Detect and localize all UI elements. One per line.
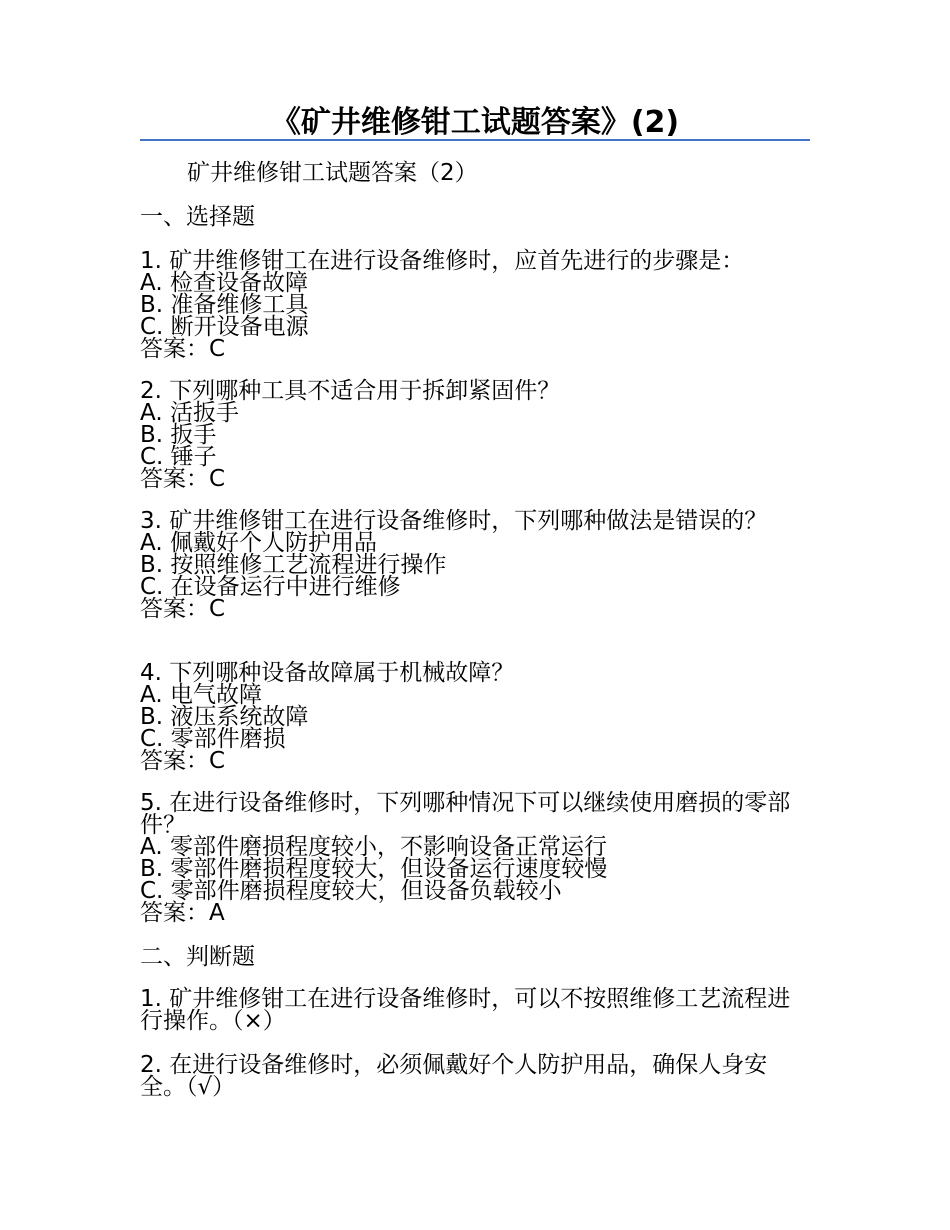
answer: 答案：A <box>140 900 225 926</box>
title-underline <box>140 139 810 141</box>
document-subtitle: 矿井维修钳工试题答案（2） <box>187 160 478 186</box>
option-b: B. 零部件磨损程度较大，但设备运行速度较慢 <box>140 856 608 882</box>
answer: 答案：C <box>140 596 226 622</box>
question-text: 1. 矿井维修钳工在进行设备维修时，应首先进行的步骤是： <box>140 248 745 274</box>
option-c: C. 零部件磨损 <box>140 726 286 752</box>
question-1 <box>140 250 800 360</box>
question-3 <box>140 510 800 620</box>
judgment-item-1: 1. 矿井维修钳工在进行设备维修时，可以不按照维修工艺流程进行操作。（×） <box>140 986 791 1034</box>
section-heading-choice: 一、选择题 <box>140 204 255 230</box>
question-text: 2. 下列哪种工具不适合用于拆卸紧固件？ <box>140 378 561 404</box>
answer: 答案：C <box>140 336 226 362</box>
option-b: B. 按照维修工艺流程进行操作 <box>140 552 447 578</box>
option-a: A. 电气故障 <box>140 682 262 708</box>
question-text: 5. 在进行设备维修时，下列哪种情况下可以继续使用磨损的零部件？ <box>140 790 791 838</box>
section-heading-judgment: 二、判断题 <box>140 944 255 970</box>
option-c: C. 在设备运行中进行维修 <box>140 574 401 600</box>
question-text: 4. 下列哪种设备故障属于机械故障？ <box>140 660 515 686</box>
answer: 答案：C <box>140 748 226 774</box>
document-title: 《矿井维修钳工试题答案》(2) <box>270 105 680 140</box>
option-a: A. 佩戴好个人防护用品 <box>140 530 377 556</box>
option-a: A. 零部件磨损程度较小，不影响设备正常运行 <box>140 834 607 860</box>
question-4 <box>140 662 800 772</box>
answer: 答案：C <box>140 466 226 492</box>
option-b: B. 扳手 <box>140 422 217 448</box>
option-a: A. 活扳手 <box>140 400 239 426</box>
option-b: B. 准备维修工具 <box>140 292 309 318</box>
question-2 <box>140 380 800 490</box>
option-c: C. 锤子 <box>140 444 217 470</box>
option-a: A. 检查设备故障 <box>140 270 308 296</box>
option-c: C. 断开设备电源 <box>140 314 309 340</box>
question-text: 3. 矿井维修钳工在进行设备维修时，下列哪种做法是错误的？ <box>140 508 768 534</box>
judgment-item-2: 2. 在进行设备维修时，必须佩戴好个人防护用品，确保人身安全。（√） <box>140 1052 768 1100</box>
option-b: B. 液压系统故障 <box>140 704 309 730</box>
question-5 <box>140 792 800 924</box>
option-c: C. 零部件磨损程度较大，但设备负载较小 <box>140 878 562 904</box>
